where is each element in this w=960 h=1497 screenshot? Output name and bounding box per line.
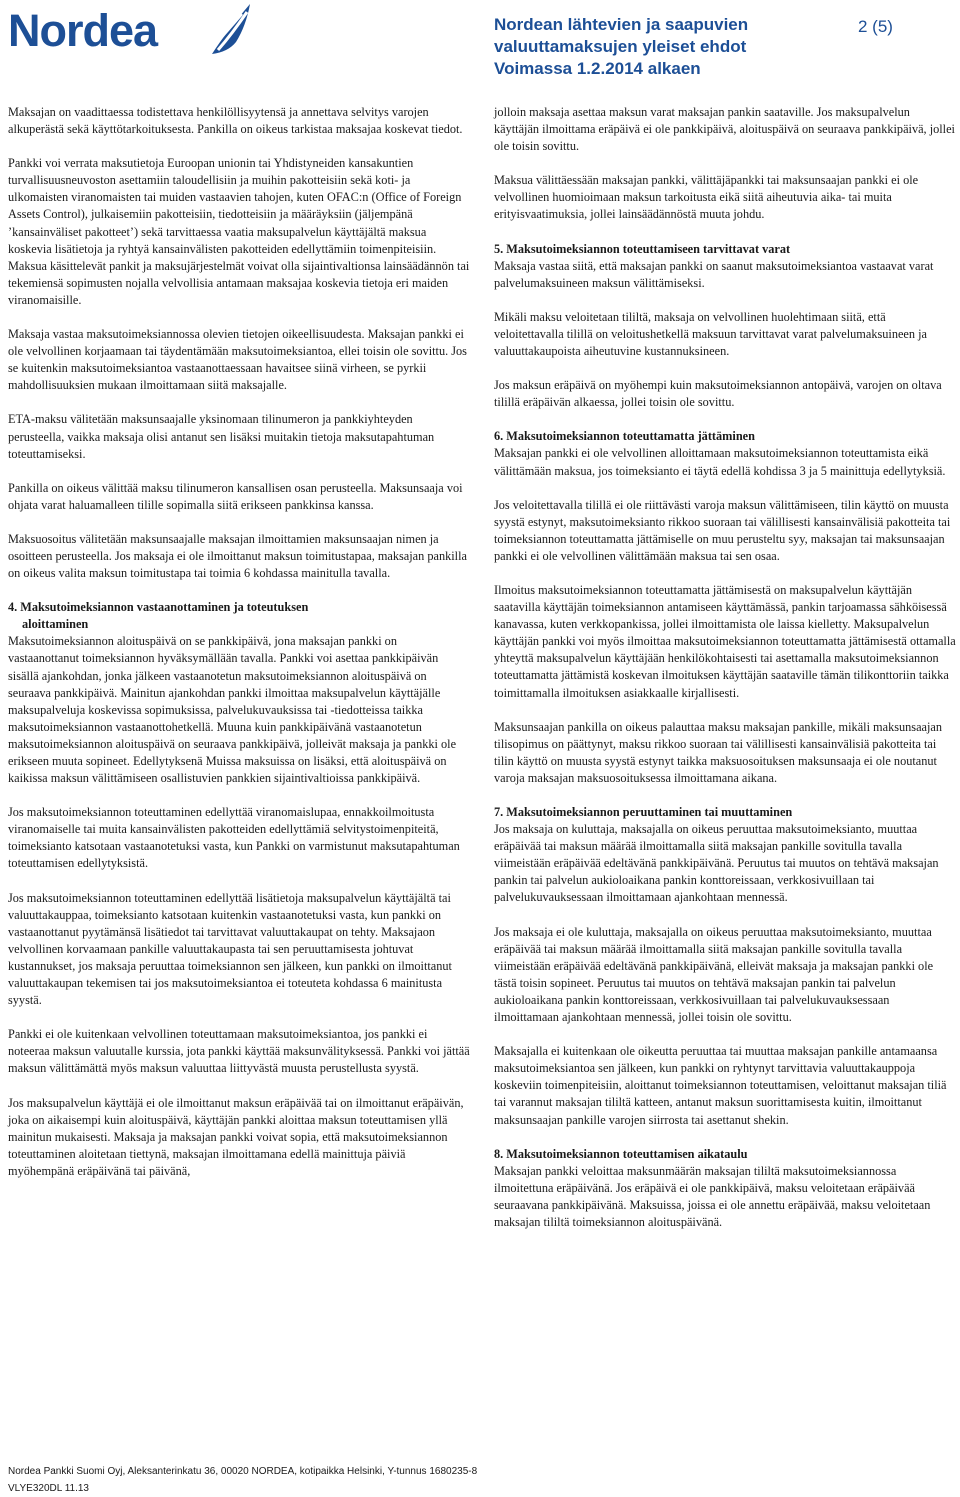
paragraph: Maksutoimeksiannon aloituspäivä on se pankkipäivä, jona maksajan pankki on vastaanottanut toimeksiannon hyväksymällään tavalla. Pankki voi asettaa pankkipäivän sisällä ajankohdan, jonka jälkeen vastaanotetun maksutoimeksiannon aloituspäivä on seuraava pankkipäivä. Mainitun ajankohdan pankki ilmoittaa maksupalvelun käyttäjälle maksupalveluja koskevissa sopimuksissa, palvelukuvauksissa tai -tiedotteissa taikka maksutoimeksiannon vastaanottohetkellä. Muuna kuin pankkipäivänä vastaanotetun maksutoimeksiannon aloituspäivä on seuraava pankkipäivä, jolleivät maksaja ja pankki ole erikseen muuta sopineet. Edellytyksenä Muissa maksuissa on lisäksi, että aloituspäivä on kaikissa maksun välittämiseen osallistuvien pankkien sijaintivaltioissa pankkipäivä. [8, 634, 457, 786]
paragraph: Pankki voi verrata maksutietoja Euroopan unionin tai Yhdistyneiden kansakuntien turvallisuusneuvoston asettamiin taloudellisiin ja muihin pakotteisiin sekä koti- ja ulkomaisten viranomaisten tai muiden vastaavien tahojen, kuten OFAC:n (Office of Foreign Assets Control), julkaisemiin pakotteisiin, tiedotteisiin ja määräyksiin (jäljempänä ’kansainväliset pakotteet’) sekä tarvittaessa vaatia maksupalvelun käyttäjältä maksua koskevia lisätietoja ja ryhtyä kansainvälisten pakotteiden edellyttämiin toimenpiteisiin. Maksua käsittelevät pankit ja maksujärjestelmät voivat olla sijaintivaltionsa lainsäädännön tai tekemiensä sopimusten nojalla velvollisia antamaan maksajaa koskevia tietoja eri maiden viranomaisille. [8, 156, 470, 307]
right-column [494, 104, 956, 1248]
logo-sail-icon [206, 2, 256, 58]
page-number: 2 (5) [858, 17, 893, 36]
paragraph: Jos maksutoimeksiannon toteuttaminen edellyttää lisätietoja maksupalvelun käyttäjältä tai valuuttakauppaa, toimeksianto katsotaan kuitenkin vastaanotetuksi vasta, kun pankki on vastaanottanut pyytämänsä lisätiedot tai tarvittavat valuuttakaupat on tehty. Maksajaon velvollinen korvaamaan pankille valuuttakaupasta tai sen peruuttamisesta johtuvat kustannukset, jos maksaja peruuttaa toimeksiannon sen jälkeen, kun pankki on ilmoittanut valuuttakaupan tekemisen tai jos maksutoimeksiantoa ei toteuteta kohdassa 6 mainitusta syystä. [8, 890, 452, 1008]
nordea-logo [8, 2, 268, 62]
paragraph: Jos maksutoimeksiannon toteuttaminen edellyttää viranomaislupaa, ennakkoilmoitusta viranomaiselle tai muita kansainvälisten pakotteiden edellyttämiä selvitystoimenpiteitä, toimeksianto katsotaan vastaanotetuksi vasta, kun Pankki on varmistunut maksutapahtuman toteuttamisen edellytyksistä. [8, 805, 460, 871]
paragraph: Maksaja vastaa siitä, että maksajan pankki on saanut maksutoimeksiantoa vastaavat varat palvelumaksuineen maksun välittämiseksi. [494, 258, 934, 290]
logo-wordmark: Nordea [8, 5, 158, 56]
section-heading-4-line1: 4. Maksutoimeksiannon vastaanottaminen ja toteutuksen [8, 600, 309, 615]
title-line-2: valuuttamaksujen yleiset ehdot [494, 37, 747, 56]
section-heading-8: 8. Maksutoimeksiannon toteuttamisen aikataulu [494, 1146, 748, 1161]
paragraph: ETA-maksu välitetään maksunsaajalle yksinomaan tilinumeron ja pankkiyhteyden perusteella, vaikka maksaja olisi antanut sen lisäksi muitakin tietoja maksutapahtuman toteuttamiseksi. [8, 412, 435, 461]
paragraph: Jos veloitettavalla tilillä ei ole riittävästi varoja maksun välittämiseen, tilin käyttö on muusta syystä estynyt, maksutoimeksianto rikkoo suoraan tai välillisesti kansainvälisiä pakotteita tai toimeksiannon toteuttamatta jättämiselle on muu perusteltu syy, maksajan tai maksunsaajan pankki ei ole velvollinen välittämään maksua tai sen osaa. [494, 497, 951, 563]
paragraph: Maksajan pankki veloittaa maksunmäärän maksajan tililtä maksutoimeksiannossa ilmoitettuna eräpäivänä. Jos eräpäivä ei ole pankkipäivä, maksu veloitetaan eräpäivää seuraavana pankkipäivänä. Maksuissa, joissa ei ole annettu eräpäivää, maksu veloitetaan maksajan tililtä toimeksiannon aloituspäivänä. [494, 1163, 931, 1229]
section-heading-4 [8, 599, 470, 633]
footer-document-code: VLYE320DL 11.13 [8, 1483, 89, 1494]
paragraph: Maksajan on vaadittaessa todistettava henkilöllisyytensä ja annettava selvitys varojen alkuperästä sekä käyttötarkoituksesta. Pankilla on oikeus tarkistaa maksajaa koskevat tiedot. [8, 105, 463, 137]
left-column [8, 104, 470, 1197]
footer-company-info: Nordea Pankki Suomi Oyj, Aleksanterinkatu 36, 00020 NORDEA, kotipaikka Helsinki, Y-tunnus 1680235-8 [8, 1466, 478, 1477]
paragraph: Maksajalla ei kuitenkaan ole oikeutta peruuttaa tai muuttaa maksajan pankille antamaansa maksutoimeksiantoa sen jälkeen, kun pankki on ryhtynyt tarvittavia valuuttakauppoja koskeviin toimenpiteisiin, aloittanut toimeksiannon toteuttamisen, veloittanut maksajan tiliä tai varannut maksajan tililtä katteen, antanut maksun suorittamisesta kuitin, ilmoittanut maksunsaajan pankille varojen siirrosta tai asettanut shekin. [494, 1044, 947, 1127]
paragraph: Maksaja vastaa maksutoimeksiannossa olevien tietojen oikeellisuudesta. Maksajan pankki ei ole velvollinen korjaamaan tai täydentämään maksutoimeksiantoa, ellei toisin ole sovittu. Jos se kuitenkin maksutoimeksiantoa vastaanottaessaan havaitsee siinä virheen, se pyrkii mahdollisuuksien mukaan ilmoittamaan siitä maksajalle. [8, 327, 467, 393]
paragraph: Jos maksupalvelun käyttäjä ei ole ilmoittanut maksun eräpäivää tai on ilmoittanut eräpäivän, joka on aikaisempi kuin aloituspäivä, käyttäjän pankki aloittaa maksun toteuttamisen yllä mainitun mukaisesti. Maksaja ja maksajan pankki voivat sopia, että maksutoimeksiannon toteuttaminen aloitetaan tiettynä, maksajan ilmoittamana edellä mainittuja päiviä myöhempänä eräpäivänä tai päivänä, [8, 1095, 464, 1178]
section-heading-6: 6. Maksutoimeksiannon toteuttamatta jättäminen [494, 429, 755, 444]
paragraph: Jos maksaja on kuluttaja, maksajalla on oikeus peruuttaa maksutoimeksianto, muuttaa eräpäivää tai maksun määrää ilmoittamalla siitä maksajan pankille sovitulla tavalla viimeistään eräpäivää edeltävänä pankkipäivänä. Peruutus tai muutos on tehtävä maksajan pankin tai palvelun aukioloaikana pankin konttoreissaan, verkkosivuillaan tai palvelukuvauksessaan ilmoittamaan ajankohtaan mennessä. [494, 822, 939, 905]
paragraph: Pankilla on oikeus välittää maksu tilinumeron kansallisen osan perusteella. Maksunsaaja voi ohjata varat haluamalleen tilille sopimalla siitä erikseen pankkinsa kanssa. [8, 480, 463, 512]
title-line-3: Voimassa 1.2.2014 alkaen [494, 59, 701, 78]
section-heading-4-line2: aloittaminen [22, 617, 89, 632]
page-header [0, 0, 960, 95]
section-heading-5: 5. Maksutoimeksiannon toteuttamiseen tarvittavat varat [494, 241, 791, 256]
paragraph: jolloin maksaja asettaa maksun varat maksajan pankin saataville. Jos maksupalvelun käyttäjän ilmoittama eräpäivä ei ole pankkipäivä, aloituspäivä on seuraava pankkipäivä, jollei ole toisin sovittu. [494, 105, 955, 154]
paragraph: Jos maksaja ei ole kuluttaja, maksajalla on oikeus peruuttaa maksutoimeksianto, muuttaa eräpäivää tai maksun määrää ilmoittamalla siitä maksajan pankille sovitulla tavalla viimeistään eräpäivää edeltävänä pankkipäivänä, elleivät maksaja ja maksajan pankki ole tästä toisin sopineet. Peruutus tai muutos on tehtävä maksajan pankin tai palvelun aukioloaikana pankin konttoreissaan, verkkosivuillaan tai palvelukuvauksessaan ilmoittamaan ajankohtaan mennessä, jollei toisin ole sovittu. [494, 924, 934, 1025]
paragraph: Ilmoitus maksutoimeksiannon toteuttamatta jättämisestä on maksupalvelun käyttäjän saatavilla käyttäjän toimeksiannon antamiseen käyttämässä, pankin tarjoamassa sähköisessä kanavassa, kuten verkkopankissa, jollei ilmoittamista ole laissa kielletty. Maksupalvelun käyttäjän pankki voi myös ilmoittaa maksutoimeksiannon toteuttamatta jättämisestä ottamalla yhteyttä maksupalvelun käyttäjään henkilökohtaisesti tai asettamalla maksutoimeksiannon toteuttamatta jättämistä koskevan ilmoituksen käyttäjän saataville tämän tilikonttoriin taikka toimittamalla ilmoituksen asiakkaalle kirjallisesti. [494, 582, 956, 700]
document-title [494, 14, 784, 80]
paragraph: Maksunsaajan pankilla on oikeus palauttaa maksu maksajan pankille, mikäli maksunsaajan tilisopimus on päättynyt, maksu rikkoo suoraan tai välillisesti kansainvälisiä pakotteita tai tilin käyttö on muusta syystä estynyt taikka maksuosoituksen maksunsaaja ei ole noutanut varoja maksajan maksuosoituksessa ilmoittamana aikana. [494, 719, 943, 785]
paragraph: Pankki ei ole kuitenkaan velvollinen toteuttamaan maksutoimeksiantoa, jos pankki ei noteeraa maksun valuutalle kurssia, jota pankki käyttää maksunvälityksessä. Pankki voi jättää maksun välittämättä myös maksun valuuttaa liittyvästä muusta perustellusta syystä. [8, 1027, 470, 1076]
paragraph: Maksua välittäessään maksajan pankki, välittäjäpankki tai maksunsaajan pankki ei ole velvollinen huomioimaan maksun tarkoitusta eikä siitä aiheutuvia aika- tai muita erityisvaatimuksia, jollei lainsäädännöstä muuta johdu. [494, 173, 919, 222]
paragraph: Mikäli maksu veloitetaan tililtä, maksaja on velvollinen huolehtimaan siitä, että veloitettavalla tilillä on veloitushetkellä maksuun tarvittavat varat palvelumaksuineen ja valuuttakaupoista aiheutuvine kustannuksineen. [494, 309, 927, 359]
paragraph: Maksuosoitus välitetään maksunsaajalle maksajan ilmoittamien maksunsaajan nimen ja osoitteen perusteella. Jos maksaja ei ole ilmoittanut maksun toimitustapaa, maksajan pankilla on oikeus valita maksun toimitustapa tai toimia 6 kohdassa mainitulla tavalla. [8, 531, 467, 581]
title-line-1: Nordean lähtevien ja saapuvien [494, 15, 749, 34]
paragraph: Jos maksun eräpäivä on myöhempi kuin maksutoimeksiannon antopäivä, varojen on oltava tilillä eräpäivän alkaessa, jollei toisin ole sovittu. [494, 378, 942, 410]
paragraph: Maksajan pankki ei ole velvollinen alloittamaan maksutoimeksiannon toteuttamista eikä välittämään maksua, jos toimeksianto ei täytä edellä kohdissa 3 ja 5 mainittuja edellytyksiä. [494, 446, 946, 478]
section-heading-7: 7. Maksutoimeksiannon peruuttaminen tai muuttaminen [494, 805, 793, 819]
